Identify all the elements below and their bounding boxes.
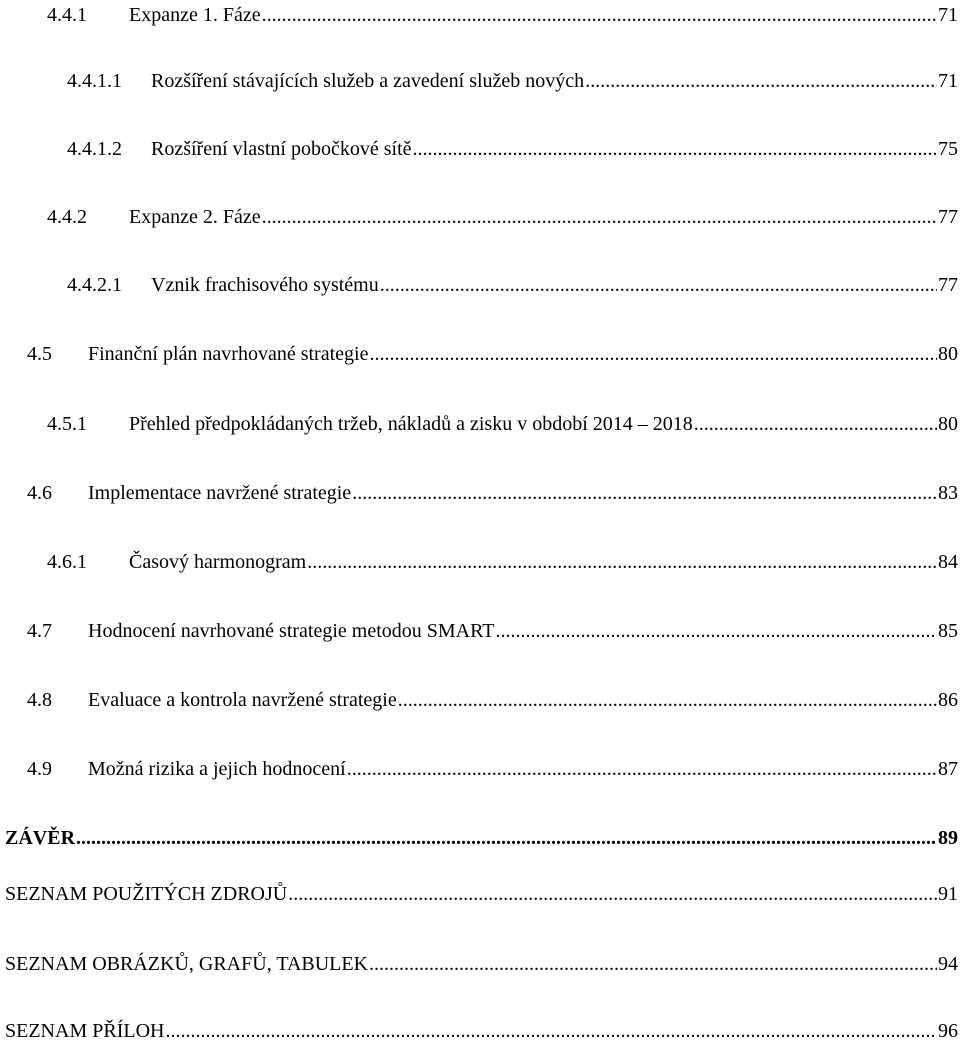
toc-entry-title: Vznik frachisového systému: [151, 274, 379, 296]
toc-entry-sources[interactable]: [5, 879, 958, 909]
toc-entry-page: 85: [938, 620, 958, 642]
toc-entry-title: ZÁVĚR: [5, 827, 76, 849]
toc-leader-dots: [262, 0, 937, 30]
toc-entry-title: Možná rizika a jejich hodnocení: [88, 758, 346, 780]
toc-entry-title: Rozšíření stávajících služeb a zavedení služeb nových: [151, 70, 585, 92]
toc-leader-dots: [76, 823, 937, 853]
toc-entry-title: SEZNAM OBRÁZKŮ, GRAFŮ, TABULEK: [5, 953, 369, 975]
toc-leader-dots: [585, 66, 937, 96]
toc-entry-number: 4.7: [27, 620, 52, 642]
toc-entry-title: Implementace navržené strategie: [88, 482, 352, 504]
toc-leader-dots: [347, 754, 937, 784]
toc-entry-appendices[interactable]: [5, 1016, 958, 1046]
toc-entry-page: 89: [938, 827, 958, 849]
toc-entry[interactable]: [47, 0, 958, 30]
toc-entry[interactable]: [27, 616, 958, 646]
toc-entry[interactable]: [27, 339, 958, 369]
toc-leader-dots: [165, 1016, 937, 1046]
toc-entry-page: 71: [938, 4, 958, 26]
toc-entry-page: 80: [938, 343, 958, 365]
toc-entry[interactable]: [67, 270, 958, 300]
toc-entry[interactable]: [27, 754, 958, 784]
toc-entry-figures[interactable]: [5, 949, 958, 979]
toc-entry-page: 86: [938, 689, 958, 711]
toc-entry-title: Finanční plán navrhované strategie: [88, 343, 369, 365]
toc-entry-number: 4.5: [27, 343, 52, 365]
toc-entry-title: Časový harmonogram: [129, 551, 307, 573]
toc-entry[interactable]: [47, 547, 958, 577]
toc-leader-dots: [307, 547, 937, 577]
toc-leader-dots: [288, 879, 937, 909]
toc-entry-number: 4.4.2: [47, 206, 87, 228]
toc-entry-title: SEZNAM PŘÍLOH: [5, 1020, 165, 1042]
toc-entry-number: 4.4.1.1: [67, 70, 122, 92]
toc-entry-number: 4.9: [27, 758, 52, 780]
toc-entry-page: 77: [938, 206, 958, 228]
toc-entry-page: 87: [938, 758, 958, 780]
toc-entry[interactable]: [27, 478, 958, 508]
toc-leader-dots: [369, 949, 937, 979]
toc-entry-page: 80: [938, 413, 958, 435]
toc-entry-number: 4.6: [27, 482, 52, 504]
toc-leader-dots: [398, 685, 937, 715]
toc-entry[interactable]: [67, 66, 958, 96]
toc-leader-dots: [694, 409, 937, 439]
toc-entry[interactable]: [47, 202, 958, 232]
toc-entry-page: 96: [938, 1020, 958, 1042]
toc-entry-title: Expanze 1. Fáze: [129, 4, 261, 26]
toc-leader-dots: [262, 202, 937, 232]
toc-entry-page: 83: [938, 482, 958, 504]
toc-entry-number: 4.6.1: [47, 551, 87, 573]
toc-entry-page: 94: [938, 953, 958, 975]
toc-entry-number: 4.5.1: [47, 413, 87, 435]
toc-entry-page: 84: [938, 551, 958, 573]
toc-leader-dots: [380, 270, 937, 300]
toc-entry[interactable]: [47, 409, 958, 439]
toc-entry-title: Evaluace a kontrola navržené strategie: [88, 689, 397, 711]
toc-entry[interactable]: [27, 685, 958, 715]
toc-leader-dots: [352, 478, 937, 508]
toc-leader-dots: [495, 616, 937, 646]
toc-entry-title: Expanze 2. Fáze: [129, 206, 261, 228]
toc-entry-conclusion[interactable]: [5, 823, 958, 853]
toc-entry-title: Rozšíření vlastní pobočkové sítě: [151, 138, 412, 160]
toc-entry-title: Přehled předpokládaných tržeb, nákladů a zisku v období 2014 – 2018: [129, 413, 693, 435]
toc-leader-dots: [413, 134, 937, 164]
toc-entry-number: 4.4.2.1: [67, 274, 122, 296]
toc-entry-title: Hodnocení navrhované strategie metodou SMART: [88, 620, 495, 642]
toc-leader-dots: [369, 339, 937, 369]
toc-entry-page: 91: [938, 883, 958, 905]
toc-entry-page: 77: [938, 274, 958, 296]
toc-entry-number: 4.4.1.2: [67, 138, 122, 160]
toc-entry[interactable]: [67, 134, 958, 164]
toc-entry-number: 4.8: [27, 689, 52, 711]
toc-entry-number: 4.4.1: [47, 4, 87, 26]
toc-entry-title: SEZNAM POUŽITÝCH ZDROJŮ: [5, 883, 288, 905]
toc-entry-page: 71: [938, 70, 958, 92]
toc-entry-page: 75: [938, 138, 958, 160]
